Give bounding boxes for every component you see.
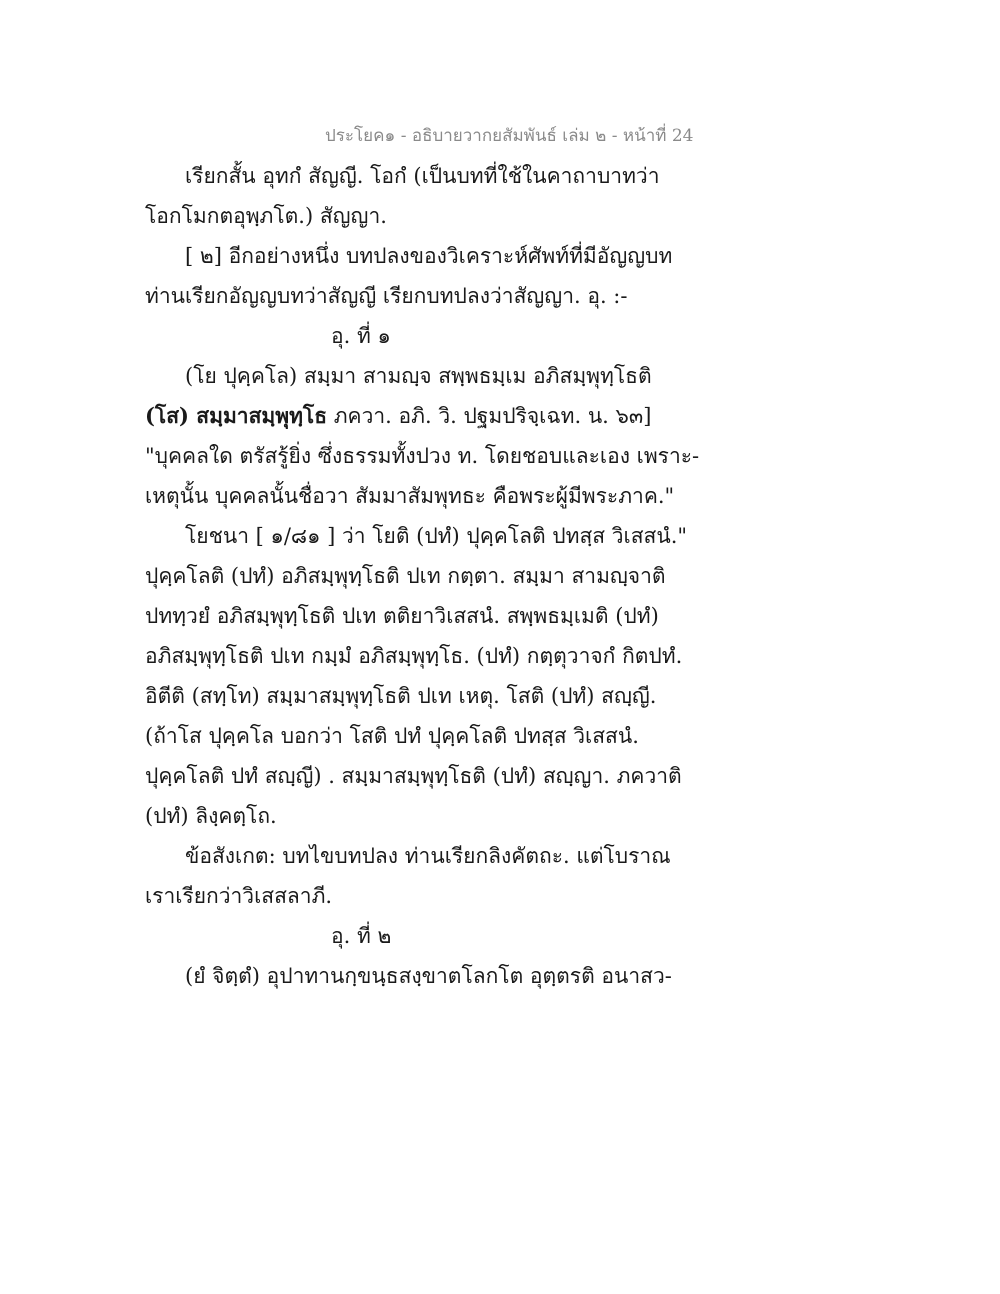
text-line: "บุคคลใด ตรัสรู้ยิ่ง ซึ่งธรรมทั้งปวง ท. โดยชอบและเอง เพราะ- xyxy=(145,444,700,468)
text-line: โอกโมกตอุพฺภโต.) สัญญา. xyxy=(145,204,387,228)
text-line xyxy=(145,396,705,436)
running-header: ประโยค๑ - อธิบายวากยสัมพันธ์ เล่ม ๒ - หน้าที่ 24 xyxy=(325,126,694,146)
text-line: (ปทํ) ลิงฺคตฺโถ. xyxy=(145,804,277,828)
text-line: โยชนา [ ๑/๘๑ ] ว่า โยติ (ปทํ) ปุคฺคโลติ ปทสฺส วิเสสนํ." xyxy=(185,524,688,548)
text-line: (ยํ จิตฺตํ) อุปาทานกฺขนฺธสงฺขาตโลกโต อุตฺตรติ อนาสว- xyxy=(185,964,672,988)
text-line: อิตีติ (สทฺโท) สมฺมาสมฺพุทฺโธติ ปเท เหตุ. โสติ (ปทํ) สญฺญี. xyxy=(145,684,657,708)
text-line: ข้อสังเกต: บทไขบทปลง ท่านเรียกลิงคัตถะ. แต่โบราณ xyxy=(185,844,671,868)
text-line: [ ๒] อีกอย่างหนึ่ง บทปลงของวิเคราะห์ศัพท์ที่มีอัญญบท xyxy=(185,244,673,268)
text-line: เหตุนั้น บุคคลนั้นชื่อวา สัมมาสัมพุทธะ คือพระผู้มีพระภาค." xyxy=(145,484,675,508)
text-line: (ถ้าโส ปุคฺคโล บอกว่า โสติ ปทํ ปุคฺคโลติ ปทสฺส วิเสสนํ. xyxy=(145,724,639,748)
example-heading-2: อุ. ที่ ๒ xyxy=(331,924,392,948)
reference-text: ภควา. อภิ. วิ. ปฐมปริจฺเฉท. น. ๖๓] xyxy=(327,404,652,428)
text-line: ปททฺวยํ อภิสมฺพุทฺโธติ ปเท ตติยาวิเสสนํ. สพฺพธมฺเมติ (ปทํ) xyxy=(145,604,659,628)
body-text xyxy=(145,156,705,996)
text-line: เรียกสั้น อุทกํ สัญญี. โอกํ (เป็นบทที่ใช้ในคาถาบาทว่า xyxy=(185,164,660,188)
text-line: (โย ปุคฺคโล) สมฺมา สามญฺจ สพฺพธมฺเม อภิสมฺพุทฺโธติ xyxy=(185,364,652,388)
example-heading-1: อุ. ที่ ๑ xyxy=(331,324,391,348)
text-line: ท่านเรียกอัญญบทว่าสัญญี เรียกบทปลงว่าสัญญา. อุ. :- xyxy=(145,284,628,308)
bold-term: (โส) สมฺมาสมฺพุทฺโธ xyxy=(145,403,328,428)
text-line: ปุคฺคโลติ (ปทํ) อภิสมฺพุทฺโธติ ปเท กตฺตา. สมฺมา สามญฺจาติ xyxy=(145,564,666,588)
text-line: เราเรียกว่าวิเสสลาภี. xyxy=(145,884,333,908)
text-line: ปุคฺคโลติ ปทํ สญฺญี) . สมฺมาสมฺพุทฺโธติ (ปทํ) สญฺญา. ภควาติ xyxy=(145,764,682,788)
text-line: อภิสมฺพุทฺโธติ ปเท กมฺมํ อภิสมฺพุทฺโธ. (ปทํ) กตฺตุวาจกํ กิตปทํ. xyxy=(145,644,683,668)
